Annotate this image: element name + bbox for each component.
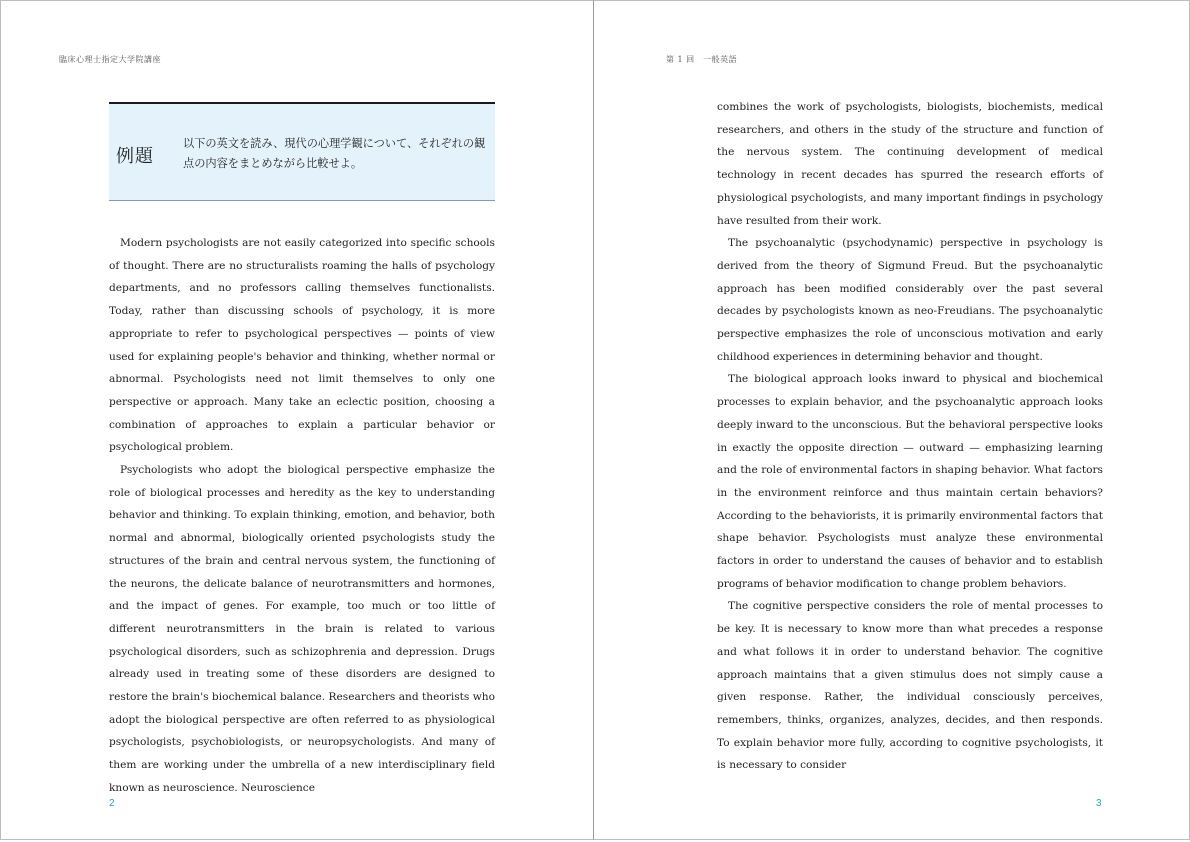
example-box xyxy=(109,102,495,201)
left-page xyxy=(0,0,594,840)
page-number: 2 xyxy=(109,798,115,809)
right-page xyxy=(594,0,1190,840)
body-text xyxy=(717,96,1103,777)
paragraph: The psychoanalytic (psychodynamic) perspective in psychology is derived from the theory of Sigmund Freud. But the psychoanalytic approach has been modified considerably over the past several decades by psychologists known as neo-Freudians. The psychoanalytic perspective emphasizes the role of unconscious motivation and early childhood experiences in determining behavior and thought. xyxy=(717,237,1103,363)
paragraph-continuation: combines the work of psychologists, biologists, biochemists, medical researchers, and others in the study of the structure and function of the nervous system. The continuing development of medical technology in recent decades has spurred the research efforts of physiological psychologists, and many important findings in psychology have resulted from their work. xyxy=(717,101,1103,227)
paragraph: Modern psychologists are not easily categorized into specific schools of thought. There are no structuralists roaming the halls of psychology departments, and no professors calling themselves functionalists. Today, rather than discussing schools of psychology, it is more appropriate to refer to psychological perspectives — points of view used for explaining people's behavior and thinking, whether normal or abnormal. Psychologists need not limit themselves to only one perspective or approach. Many take an eclectic position, choosing a combination of approaches to explain a particular behavior or psychological problem. xyxy=(109,237,495,454)
example-label: 例題 xyxy=(116,146,154,167)
paragraph: The biological approach looks inward to physical and biochemical processes to explain behavior, and the psychoanalytic approach looks deeply inward to the unconscious. But the behavioral perspective looks in exactly the opposite direction — outward — emphasizing learning and the role of environmental factors in shaping behavior. What factors in the environment reinforce and thus maintain certain behaviors? According to the behaviorists, it is primarily environmental factors that shape behavior. Psychologists must analyze these environmental factors in order to understand the causes of behavior and to establish programs of behavior modification to change problem behaviors. xyxy=(717,373,1103,590)
body-text xyxy=(109,232,495,800)
page-number: 3 xyxy=(1096,798,1102,809)
running-header: 臨床心理士指定大学院講座 xyxy=(59,55,161,64)
paragraph: Psychologists who adopt the biological perspective emphasize the role of biological processes and heredity as the key to understanding behavior and thinking. To explain thinking, emotion, and behavior, both normal and abnormal, biologically oriented psychologists study the structures of the brain and central nervous system, the functioning of the neurons, the delicate balance of neurotransmitters and hormones, and the impact of genes. For example, too much or too little of different neurotransmitters in the brain is related to various psychological disorders, such as schizophrenia and depression. Drugs already used in treating some of these disorders are designed to restore the brain's biochemical balance. Researchers and theorists who adopt the biological perspective are often referred to as physiological psychologists, psychobiologists, or neuropsychologists. And many of them are working under the umbrella of a new interdisciplinary field known as neuroscience. Neuroscience xyxy=(109,464,495,794)
example-question: 以下の英文を読み、現代の心理学観について、それぞれの観点の内容をまとめながら比較せよ。 xyxy=(183,137,486,170)
running-header: 第 1 回 一般英語 xyxy=(666,55,738,64)
paragraph: The cognitive perspective considers the role of mental processes to be key. It is necessary to know more than what precedes a response and what follows it in order to understand behavior. The cognitive approach maintains that a given stimulus does not simply cause a given response. Rather, the individual consciously perceives, remembers, thinks, organizes, analyzes, decides, and then responds. To explain behavior more fully, according to cognitive psychologists, it is necessary to consider xyxy=(717,600,1103,772)
